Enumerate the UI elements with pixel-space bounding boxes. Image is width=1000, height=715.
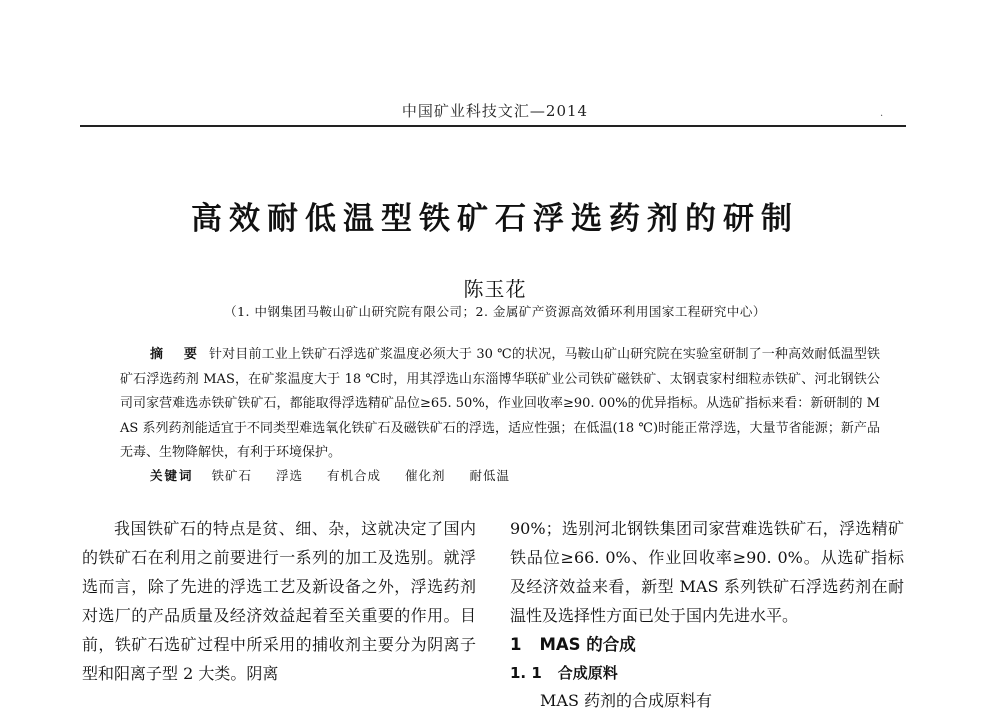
subsection-number: 1. 1 [510, 664, 542, 682]
results-paragraph: 90%；选别河北钢铁集团司家营难选铁矿石，浮选精矿铁品位≥66. 0%、作业回收率≥90. 0%。从选矿指标及经济效益来看，新型 MAS 系列铁矿石浮选药剂在耐温性及选择性方面已处于国内先进水平。 [510, 519, 904, 625]
body-column-left [82, 514, 476, 688]
abstract-label: 摘 要 [150, 347, 205, 362]
keyword: 耐低温 [469, 468, 511, 483]
paper-affiliation: （1. 中钢集团马鞍山矿山研究院有限公司；2. 金属矿产资源高效循环利用国家工程研究中心） [224, 304, 766, 319]
keyword: 催化剂 [405, 468, 446, 483]
abstract-text: 针对目前工业上铁矿石浮选矿浆温度必须大于 30 ℃的状况，马鞍山矿山研究院在实验室研制了一种高效耐低温型铁矿石浮选药剂 MAS，在矿浆温度大于 18 ℃时，用其浮选山东淄博华联矿业公司铁矿磁铁矿、太钢袁家村细粒赤铁矿、河北钢铁公司司家营难选赤铁矿铁矿石，都能取得浮选精矿品位≥65. 50%，作业回收率≥90. 00%的优异指标。从选矿指标来看：新研制的 MAS 系列药剂能适宜于不同类型难选氧化铁矿石及磁铁矿石的浮选，适应性强；在低温(18 ℃)时能正常浮选，大量节省能源；新产品无毒、生物降解快，有利于环境保护。 [120, 347, 881, 460]
keywords-label: 关键词 [150, 468, 194, 483]
section-number: 1 [510, 635, 522, 654]
header-corner-mark: . [880, 108, 884, 119]
abstract [120, 343, 880, 466]
paper-title: 高效耐低温型铁矿石浮选药剂的研制 [191, 201, 799, 237]
keyword: 铁矿石 [211, 468, 253, 483]
paper-author: 陈玉花 [463, 277, 527, 301]
body-column-right [510, 514, 904, 710]
keyword: 有机合成 [327, 468, 382, 483]
subsection-heading [510, 659, 904, 687]
subsection-title: 合成原料 [557, 664, 618, 682]
section-heading [510, 630, 904, 659]
clipped-next-line: MAS 药剂的合成原料有 [540, 691, 712, 710]
section-title: MAS 的合成 [539, 635, 636, 654]
header-rule [80, 125, 906, 127]
keyword: 浮选 [276, 468, 304, 483]
intro-paragraph: 我国铁矿石的特点是贫、细、杂，这就决定了国内的铁矿石在利用之前要进行一系列的加工及选别。就浮选而言，除了先进的浮选工艺及新设备之外，浮选药剂对选厂的产品质量及经济效益起着至关重要的作用。目前，铁矿石选矿过程中所采用的捕收剂主要分为阴离子型和阳离子型 2 大类。阴离 [82, 519, 476, 683]
running-header: 中国矿业科技文汇—2014 [401, 102, 589, 120]
keywords [150, 466, 880, 484]
